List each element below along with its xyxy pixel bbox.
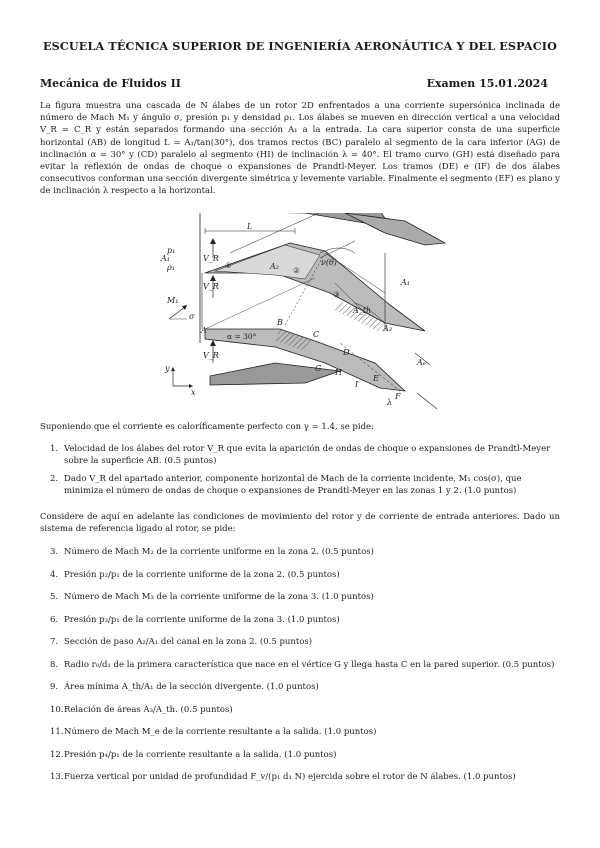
questions-part2 — [40, 546, 558, 794]
label-zone2: ② — [293, 266, 300, 275]
question-item: 13. Fuerza vertical por unidad de profundidad F_v/(p₁ d₁ N) ejercida sobre el rotor de N álabes. (1.0 puntos) — [50, 772, 516, 782]
label-nu: ν(θ) — [321, 258, 337, 267]
label-zone3: ③ — [333, 290, 340, 299]
label-VR-mid: V_R — [203, 282, 219, 291]
label-A1-left: A₁ — [161, 254, 170, 263]
label-pt-D: D — [343, 348, 350, 357]
exam-date: Examen 15.01.2024 — [426, 77, 548, 90]
label-alpha: α = 30° — [227, 332, 257, 341]
label-x: x — [191, 388, 196, 397]
label-A1-right: A₁ — [401, 278, 410, 287]
label-VR-bottom: V_R — [203, 351, 219, 360]
label-lambda: λ — [387, 398, 393, 407]
label-pt-F: F — [395, 392, 401, 401]
label-VR-top: V_R — [203, 254, 219, 263]
label-Ath: A_th — [353, 306, 372, 315]
label-pt-H: H — [335, 368, 342, 377]
consider-paragraph: Considere de aquí en adelante las condiciones de movimiento del rotor y de corriente de entrada anteriores. Dado un sistema de referencia ligado al rotor, se pide: — [40, 512, 560, 535]
label-rho1: ρ₁ — [167, 263, 175, 272]
question-item: 5. Número de Mach M₃ de la corriente uniforme de la zona 3. (1.0 puntos) — [50, 592, 374, 602]
label-pt-G: G — [315, 364, 322, 373]
question-item: 3. Número de Mach M₂ de la corriente uniforme en la zona 2. (0.5 puntos) — [50, 547, 374, 557]
question-item: 2. Dado V_R del apartado anterior, componente horizontal de Mach de la corriente incidente, M₁ cos(σ), que minimiza el número de ondas de choque o expansiones de Prandtl-Meyer en las zonas 1 y 2. (1.0 puntos) — [50, 474, 522, 496]
question-item: 11. Número de Mach M_e de la corriente resultante a la salida. (1.0 puntos) — [50, 727, 377, 737]
label-pt-E: E — [373, 374, 379, 383]
blade-top-right — [345, 213, 445, 245]
label-sigma: σ — [189, 312, 195, 321]
label-A3: A₃ — [383, 324, 392, 333]
question-item: 9. Área mínima A_th/A₁ de la sección divergente. (1.0 puntos) — [50, 682, 319, 692]
label-M1: M₁ — [167, 296, 179, 305]
assumption-paragraph: Suponiendo que el corriente es caloríficamente perfecto con γ = 1.4, se pide: — [40, 422, 374, 432]
intro-paragraph: La figura muestra una cascada de N álabes de un rotor 2D enfrentados a una corriente supersónica inclinada de número de Mach M₁ y ángulo σ, presión p₁ y densidad ρ₁. Los álabes se mueven en dirección vertical a una velocidad V_R = C_R y están separados formando una sección A₁ a la entrada. La cara superior consta de una superficie horizontal (AB) de longitud L = A₁/tan(30°), dos tramos rectos (BC) paralelo al segmento de la cara inferior (AG) de inclinación α = 30° y (CD) paralelo al segmento (HI) de inclinación λ = 40°. El tramo curvo (GH) está diseñado para evitar la reflexión de ondas de choque o expansiones de Prandtl-Meyer. Los tramos (DE) e (IF) de dos álabes consecutivos conforman una sección divergente simétrica y levemente variable. Finalmente el segmento (EF) es plano y de inclinación λ respecto a la horizontal. — [40, 101, 560, 197]
label-zone1: ① — [225, 261, 232, 270]
label-p1: p₁ — [167, 246, 176, 255]
label-L: L — [247, 222, 253, 231]
question-item: 1. Velocidad de los álabes del rotor V_R que evita la aparición de ondas de choque o expansiones de Prandtl-Meyer sobre la superficie AB. (0.5 puntos) — [50, 444, 551, 466]
label-Ae: Aₑ — [417, 358, 426, 367]
question-item: 7. Sección de paso A₂/A₁ del canal en la zona 2. (0.5 puntos) — [50, 637, 313, 647]
label-pt-B: B — [277, 318, 283, 327]
question-item: 6. Presión p₃/p₁ de la corriente uniforme de la zona 3. (1.0 puntos) — [50, 614, 340, 625]
rotor-cascade-figure — [155, 213, 545, 415]
question-item: 12. Presión p₄/p₁ de la corriente resultante a la salida. (1.0 puntos) — [50, 749, 337, 760]
question-item: 4. Presión p₂/p₁ de la corriente uniforme de la zona 2. (0.5 puntos) — [50, 569, 340, 580]
school-title: ESCUELA TÉCNICA SUPERIOR DE INGENIERÍA AERONÁUTICA Y DEL ESPACIO — [42, 39, 558, 53]
label-y: y — [165, 364, 170, 373]
label-pt-C: C — [313, 330, 320, 339]
question-item: 8. Radio r₀/d₁ de la primera característica que nace en el vértice G y llega hasta C en la pared superior. (0.5 puntos) — [50, 659, 555, 670]
questions-part1 — [40, 443, 558, 503]
label-A2: A₂ — [270, 262, 279, 271]
question-item: 10. Relación de áreas A₃/A_th. (0.5 puntos) — [50, 704, 233, 715]
course-title: Mecánica de Fluidos II — [40, 77, 181, 90]
label-pt-A: A — [201, 326, 207, 335]
label-pt-I: I — [355, 380, 359, 389]
